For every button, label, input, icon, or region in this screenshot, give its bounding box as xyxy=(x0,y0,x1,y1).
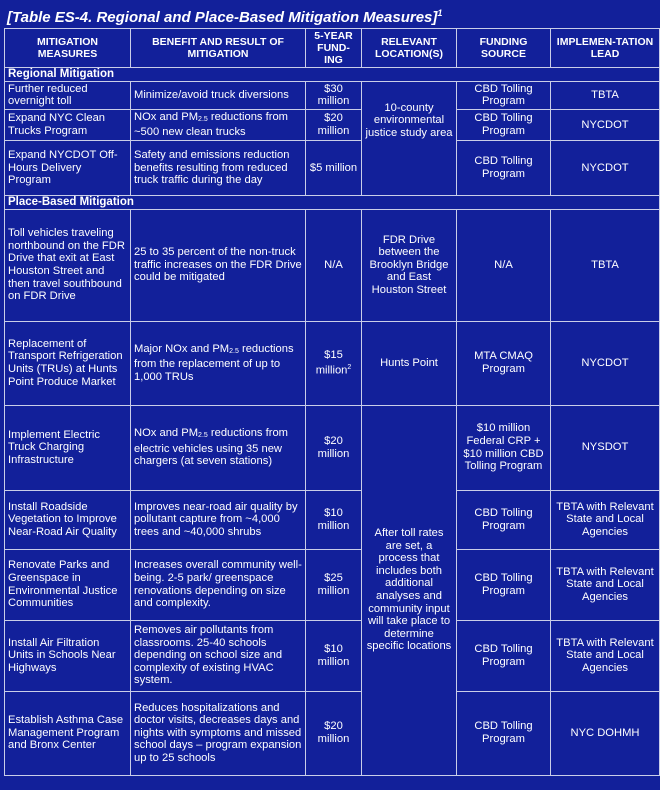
table-title-text: [Table ES-4. Regional and Place-Based Mitigation Measures] xyxy=(7,9,438,26)
table-title xyxy=(7,2,442,24)
location-cell: Hunts Point xyxy=(362,321,457,405)
table-row xyxy=(5,620,660,691)
table-row xyxy=(5,405,660,490)
benefit-cell: NOx and $PM_{2.5}$ reductions from ~500 new clean trucks xyxy=(131,109,306,140)
measure-cell: Expand NYC Clean Trucks Program xyxy=(5,109,131,140)
mitigation-table xyxy=(4,28,660,776)
funding-cell: $15 million$^2$ xyxy=(306,321,362,405)
source-cell: CBD Tolling Program xyxy=(457,109,551,140)
funding-cell: $20 million xyxy=(306,109,362,140)
funding-cell: $20 million xyxy=(306,405,362,490)
section-row-placebased xyxy=(5,195,660,209)
benefit-cell: Minimize/avoid truck diversions xyxy=(131,81,306,109)
benefit-cell: Safety and emissions reduction benefits resulting from reduced truck traffic during the day xyxy=(131,140,306,195)
source-cell: CBD Tolling Program xyxy=(457,691,551,775)
header-source: FUNDING SOURCE xyxy=(457,29,551,68)
benefit-cell: Removes air pollutants from classrooms. 25-40 schools depending on school size and complexity of existing HVAC system. xyxy=(131,620,306,691)
section-title-placebased: Place-Based Mitigation xyxy=(5,195,660,209)
lead-cell: NYCDOT xyxy=(551,109,660,140)
measure-cell: Replacement of Transport Refrigeration Units (TRUs) at Hunts Point Produce Market xyxy=(5,321,131,405)
lead-cell: NYSDOT xyxy=(551,405,660,490)
table-row xyxy=(5,691,660,775)
header-row xyxy=(5,29,660,68)
source-cell: CBD Tolling Program xyxy=(457,549,551,620)
header-benefit: BENEFIT AND RESULT OF MITIGATION xyxy=(131,29,306,68)
funding-cell: $25 million xyxy=(306,549,362,620)
measure-cell: Install Air Filtration Units in Schools Near Highways xyxy=(5,620,131,691)
source-cell: $10 million Federal CRP + $10 million CBD Tolling Program xyxy=(457,405,551,490)
header-funding: 5-YEAR FUND-ING xyxy=(306,29,362,68)
table-row xyxy=(5,321,660,405)
section-row-regional xyxy=(5,68,660,82)
benefit-cell: NOx and $PM_{2.5}$ reductions from electric vehicles using 35 new chargers (at seven stations) xyxy=(131,405,306,490)
location-cell: FDR Drive between the Brooklyn Bridge and East Houston Street xyxy=(362,209,457,321)
funding-cell: $20 million xyxy=(306,691,362,775)
source-cell: CBD Tolling Program xyxy=(457,81,551,109)
funding-cell: $10 million xyxy=(306,490,362,549)
section-title-regional: Regional Mitigation xyxy=(5,68,660,82)
measure-cell: Toll vehicles traveling northbound on the FDR Drive that exit at East Houston Street and then travel southbound on FDR Drive xyxy=(5,209,131,321)
funding-cell: N/A xyxy=(306,209,362,321)
location-cell: 10-county environmental justice study area xyxy=(362,81,457,195)
lead-cell: NYCDOT xyxy=(551,321,660,405)
lead-cell: TBTA with Relevant State and Local Agencies xyxy=(551,490,660,549)
benefit-cell: Reduces hospitalizations and doctor visits, decreases days and nights with symptoms and missed school days – program expansion up to 25 schools xyxy=(131,691,306,775)
source-cell: CBD Tolling Program xyxy=(457,140,551,195)
lead-cell: TBTA with Relevant State and Local Agencies xyxy=(551,549,660,620)
measure-cell: Renovate Parks and Greenspace in Environmental Justice Communities xyxy=(5,549,131,620)
source-cell: N/A xyxy=(457,209,551,321)
source-cell: CBD Tolling Program xyxy=(457,620,551,691)
title-footnote: 1 xyxy=(437,8,443,18)
header-lead: IMPLEMEN-TATION LEAD xyxy=(551,29,660,68)
table-row xyxy=(5,490,660,549)
table-row xyxy=(5,140,660,195)
benefit-cell: Improves near-road air quality by pollutant capture from ~4,000 trees and ~40,000 shrubs xyxy=(131,490,306,549)
funding-cell: $30 million xyxy=(306,81,362,109)
table-row xyxy=(5,549,660,620)
table-row xyxy=(5,109,660,140)
measure-cell: Implement Electric Truck Charging Infrastructure xyxy=(5,405,131,490)
table-row xyxy=(5,209,660,321)
measure-cell: Install Roadside Vegetation to Improve Near-Road Air Quality xyxy=(5,490,131,549)
benefit-cell: Increases overall community well-being. 2-5 park/ greenspace renovations depending on size and complexity. xyxy=(131,549,306,620)
funding-cell: $5 million xyxy=(306,140,362,195)
location-cell: After toll rates are set, a process that includes both additional analyses and community input will take place to determine specific locations xyxy=(362,405,457,775)
funding-cell: $10 million xyxy=(306,620,362,691)
source-cell: MTA CMAQ Program xyxy=(457,321,551,405)
measure-cell: Expand NYCDOT Off-Hours Delivery Program xyxy=(5,140,131,195)
measure-cell: Further reduced overnight toll xyxy=(5,81,131,109)
lead-cell: TBTA xyxy=(551,209,660,321)
header-location: RELEVANT LOCATION(S) xyxy=(362,29,457,68)
lead-cell: NYC DOHMH xyxy=(551,691,660,775)
lead-cell: TBTA with Relevant State and Local Agencies xyxy=(551,620,660,691)
source-cell: CBD Tolling Program xyxy=(457,490,551,549)
measure-cell: Establish Asthma Case Management Program and Bronx Center xyxy=(5,691,131,775)
benefit-cell: 25 to 35 percent of the non-truck traffic increases on the FDR Drive could be mitigated xyxy=(131,209,306,321)
lead-cell: NYCDOT xyxy=(551,140,660,195)
table-row xyxy=(5,81,660,109)
benefit-cell: Major NOx and $PM_{2.5}$ reductions from the replacement of up to 1,000 TRUs xyxy=(131,321,306,405)
lead-cell: TBTA xyxy=(551,81,660,109)
header-measures: MITIGATION MEASURES xyxy=(5,29,131,68)
